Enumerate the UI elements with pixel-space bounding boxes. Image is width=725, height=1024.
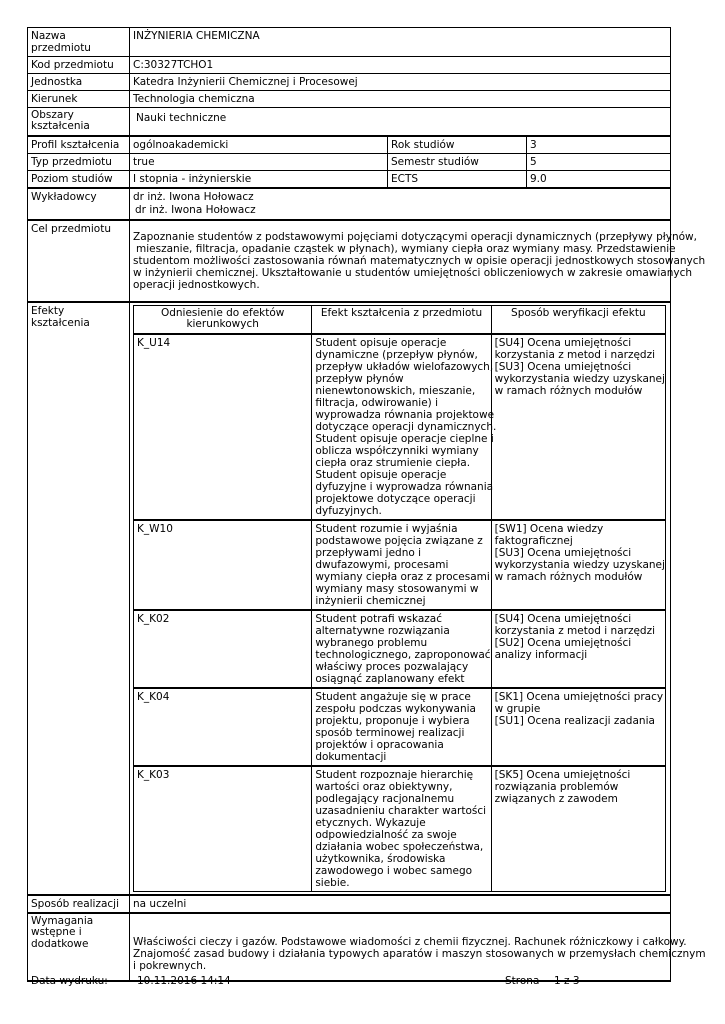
outcome-effect-line: osiągnąć zaplanowany efekt xyxy=(315,672,465,685)
outcome-verification-line: wykorzystania wiedzy uzyskanej xyxy=(494,558,665,571)
outcome-effect-line: przepływ płynów xyxy=(315,372,404,385)
outcome-effect-line: uzasadnieniu charakter wartości xyxy=(315,804,487,817)
outcome-effect-line: sposób terminowej realizacji xyxy=(315,726,465,739)
lecturers-label: Wykładowcy xyxy=(28,188,130,220)
study-year-label: Rok studiów xyxy=(388,136,527,154)
outcome-effect-line: wymiany ciepła oraz z procesami xyxy=(315,570,490,583)
outcome-effect-line: filtracja, odwirowanie) i xyxy=(315,396,439,409)
goal-line: mieszanie, filtracja, opadanie cząstek w płynach), wymiany ciepła oraz wymiany masy. Przedstawienie xyxy=(136,242,676,255)
areas-label-line: kształcenia xyxy=(31,120,90,132)
outcome-effect-line: dyfuzyjnych. xyxy=(315,504,382,517)
outcome-effect xyxy=(312,766,491,892)
outcome-effect-line: dynamiczne (przepływ płynów, xyxy=(315,348,478,361)
outcome-effect-line: projektów i opracowania xyxy=(315,738,444,751)
delivery-label: Sposób realizacji xyxy=(28,895,130,913)
outcome-effect-line: użytkownika, środowiska xyxy=(315,852,446,865)
course-type-value: true xyxy=(130,153,388,170)
outcome-effect-line: odpowiedzialność za swoje xyxy=(315,828,457,841)
outcome-row xyxy=(134,766,666,892)
outcome-effect-line: Student opisuje operacje cieplne i xyxy=(315,432,494,445)
outcome-effect-line: etycznych. Wykazuje xyxy=(315,816,426,829)
outcome-effect-line: dwufazowymi, procesami xyxy=(315,558,449,571)
outcome-effect-line: Student opisuje operacje xyxy=(315,468,447,481)
goal-label: Cel przedmiotu xyxy=(28,220,130,302)
page-label: Strona xyxy=(505,975,540,987)
goal-line: studentom możliwości zastosowania równań matematycznych w opisie operacji jednostkowych stosowanych xyxy=(133,254,706,267)
field-label: Kierunek xyxy=(28,91,130,108)
outcome-effect-line: podlegający racjonalnemu xyxy=(315,792,455,805)
outcome-effect-line: oblicza współczynniki wymiany xyxy=(315,444,479,457)
outcome-verification-line: [SU2] Ocena umiejętności xyxy=(494,636,632,649)
outcome-verification-line: [SU1] Ocena realizacji zadania xyxy=(494,714,655,727)
lecturer-name: dr inż. Iwona Hołowacz xyxy=(133,190,254,203)
ects-value: 9.0 xyxy=(527,170,671,188)
course-name-value: INŻYNIERIA CHEMICZNA xyxy=(130,28,671,57)
goal-line: Zapoznanie studentów z podstawowymi pojęciami dotyczącymi operacji dynamicznych (przepływy płynów, xyxy=(133,230,697,243)
outcome-code: K_W10 xyxy=(134,520,312,610)
outcome-effect-line: Student rozpoznaje hierarchię xyxy=(315,768,474,781)
course-name-label: Nazwa przedmiotu xyxy=(28,28,130,57)
outcome-verification-line: faktograficznej xyxy=(494,534,573,547)
outcome-row xyxy=(134,520,666,610)
lecturer-name: dr inż. Iwona Hołowacz xyxy=(135,203,256,216)
goal-line: w inżynierii chemicznej. Ukształtowanie u studentów umiejętności obliczeniowych w zakresie omawianych xyxy=(133,266,693,279)
unit-value: Katedra Inżynierii Chemicznej i Procesowej xyxy=(130,74,671,91)
outcome-verification-line: w ramach różnych modułów xyxy=(494,570,643,583)
requirements-label-line: Wymagania xyxy=(31,914,94,927)
requirements-line: i pokrewnych. xyxy=(133,959,207,972)
outcomes-header-reference xyxy=(134,305,312,334)
outcome-verification xyxy=(491,766,665,892)
outcome-effect-line: Student rozumie i wyjaśnia xyxy=(315,522,458,535)
outcome-effect xyxy=(312,520,491,610)
print-date-value: 10.11.2016 14:14 xyxy=(137,975,231,987)
outcome-effect-line: dyfuzyjne i wyprowadza równania xyxy=(315,480,494,493)
outcome-verification-line: [SU3] Ocena umiejętności xyxy=(494,360,632,373)
areas-label-line: Obszary xyxy=(31,109,74,121)
outcome-effect-line: nienewtonowskich, mieszanie, xyxy=(315,384,476,397)
outcome-verification xyxy=(491,610,665,688)
outcome-effect-line: Student potrafi wskazać xyxy=(315,612,443,625)
outcome-effect-line: projektowe dotyczące operacji xyxy=(315,492,476,505)
lecturers-value xyxy=(130,188,671,220)
semester-value: 5 xyxy=(527,153,671,170)
outcome-effect-line: dokumentacji xyxy=(315,750,387,763)
outcome-verification-line: w grupie xyxy=(494,702,541,715)
outcome-verification-line: rozwiązania problemów xyxy=(494,780,619,793)
outcome-effect-line: alternatywne rozwiązania xyxy=(315,624,450,637)
outcome-effect-line: wyprowadza równania projektowe xyxy=(315,408,495,421)
goal-text xyxy=(130,220,706,302)
header-line: Odniesienie do efektów xyxy=(160,306,285,319)
areas-value: Nauki techniczne xyxy=(130,108,671,136)
outcome-row xyxy=(134,688,666,766)
course-code-label: Kod przedmiotu xyxy=(28,57,130,74)
outcome-effect-line: siebie. xyxy=(315,876,350,889)
course-type-label: Typ przedmiotu xyxy=(28,153,130,170)
outcome-effect-line: działania wobec społeczeństwa, xyxy=(315,840,484,853)
requirements-label xyxy=(28,913,130,981)
outcome-verification xyxy=(491,520,665,610)
outcomes-table xyxy=(133,305,666,892)
outcome-row xyxy=(134,610,666,688)
outcome-verification xyxy=(491,334,665,520)
outcome-verification-line: [SK1] Ocena umiejętności pracy xyxy=(494,690,664,703)
outcome-code: K_U14 xyxy=(134,334,312,520)
outcome-rows xyxy=(134,334,666,892)
goal-line: operacji jednostkowych. xyxy=(133,278,260,291)
outcome-effect xyxy=(312,688,491,766)
outcome-code: K_K03 xyxy=(134,766,312,892)
outcome-effect-line: projektu, proponuje i wybiera xyxy=(315,714,470,727)
outcome-effect-line: Student angażuje się w prace xyxy=(315,690,471,703)
page-footer xyxy=(0,975,725,989)
outcome-effect-line: podstawowe pojęcia związane z xyxy=(315,534,483,547)
unit-label: Jednostka xyxy=(28,74,130,91)
outcome-verification-line: [SW1] Ocena wiedzy xyxy=(494,522,604,535)
outcomes-header-effect: Efekt kształcenia z przedmiotu xyxy=(312,305,491,334)
study-level-label: Poziom studiów xyxy=(28,170,130,188)
page-number: 1 z 3 xyxy=(554,975,580,987)
outcome-verification-line: [SU4] Ocena umiejętności xyxy=(494,336,632,349)
course-code-value: C:30327TCHO1 xyxy=(130,57,671,74)
outcome-effect xyxy=(312,610,491,688)
requirements-label-line: dodatkowe xyxy=(31,937,89,950)
requirements-line: Właściwości cieczy i gazów. Podstawowe wiadomości z chemii fizycznej. Rachunek różniczkowy i całkowy. xyxy=(133,935,687,948)
delivery-value: na uczelni xyxy=(130,895,671,913)
outcome-code: K_K04 xyxy=(134,688,312,766)
outcomes-label: Efekty kształcenia xyxy=(28,302,130,895)
outcome-effect-line: inżynierii chemicznej xyxy=(315,594,426,607)
outcomes-header-verification: Sposób weryfikacji efektu xyxy=(491,305,665,334)
outcome-verification-line: w ramach różnych modułów xyxy=(494,384,643,397)
study-year-value: 3 xyxy=(527,136,671,154)
course-sheet xyxy=(27,27,706,982)
outcome-verification-line: korzystania z metod i narzędzi xyxy=(494,348,656,361)
outcome-effect-line: zespołu podczas wykonywania xyxy=(315,702,476,715)
outcome-row xyxy=(134,334,666,520)
outcome-effect-line: zawodowego i wobec samego xyxy=(315,864,473,877)
outcome-verification-line: korzystania z metod i narzędzi xyxy=(494,624,656,637)
outcome-effect-line: przepływami jedno i xyxy=(315,546,422,559)
outcome-verification xyxy=(491,688,665,766)
outcome-effect-line: ciepła oraz strumienie ciepła. xyxy=(315,456,471,469)
outcome-effect-line: właściwy proces pozwalający xyxy=(315,660,469,673)
areas-label xyxy=(28,108,130,136)
outcome-effect-line: Student opisuje operacje xyxy=(315,336,447,349)
outcome-verification-line: analizy informacji xyxy=(494,648,588,661)
outcome-effect-line: przepływ układów wielofazowych, xyxy=(315,360,494,373)
outcome-effect-line: technologicznego, zaproponować xyxy=(315,648,491,661)
outcome-verification-line: [SK5] Ocena umiejętności xyxy=(494,768,631,781)
ects-label: ECTS xyxy=(388,170,527,188)
outcome-effect-line: wymiany masy stosowanymi w xyxy=(315,582,479,595)
requirements-label-line: wstępne i xyxy=(31,926,82,938)
requirements-line: Znajomość zasad budowy i działania typowych aparatów i maszyn stosowanych w przemysłach chemicznym xyxy=(133,947,706,960)
profile-label: Profil kształcenia xyxy=(28,136,130,154)
outcome-effect-line: wybranego problemu xyxy=(315,636,428,649)
requirements-text xyxy=(130,913,706,981)
outcomes-cell xyxy=(130,302,671,895)
print-date-label: Data wydruku: xyxy=(31,975,108,987)
outcome-effect-line: wartości oraz obiektywny, xyxy=(315,780,453,793)
outcome-verification-line: [SU4] Ocena umiejętności xyxy=(494,612,632,625)
outcome-verification-line: związanych z zawodem xyxy=(494,792,618,805)
profile-value: ogólnoakademicki xyxy=(130,136,388,154)
field-value: Technologia chemiczna xyxy=(130,91,671,108)
outcome-effect xyxy=(312,334,497,520)
outcome-verification-line: wykorzystania wiedzy uzyskanej xyxy=(494,372,665,385)
header-line: kierunkowych xyxy=(186,318,259,330)
study-level-value: I stopnia - inżynierskie xyxy=(130,170,388,188)
outcome-effect-line: dotyczące operacji dynamicznych. xyxy=(315,420,497,433)
outcome-code: K_K02 xyxy=(134,610,312,688)
semester-label: Semestr studiów xyxy=(388,153,527,170)
outcome-verification-line: [SU3] Ocena umiejętności xyxy=(494,546,632,559)
